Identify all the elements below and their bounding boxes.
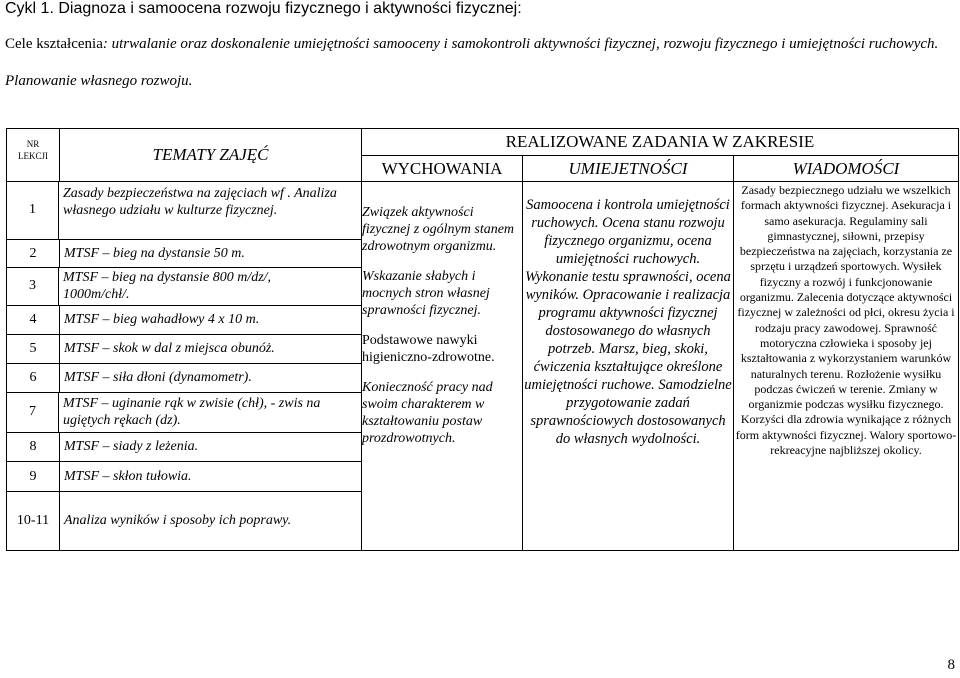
lesson-number: 2 — [7, 240, 60, 267]
lesson-topic: MTSF – bieg na dystansie 50 m. — [64, 245, 245, 261]
wychowania-item: Podstawowe nawyki higieniczno-zdrowotne. — [362, 333, 495, 365]
page-number: 8 — [947, 657, 955, 673]
lesson-number: 7 — [7, 393, 59, 432]
umiejetnosci-cell: Samoocena i kontrola umiejętności ruchowych. Ocena stanu rozwoju fizycznego organizmu, ocena umiejętności ruchowych. Wykonanie testu sprawności, ocena wyników. Opracowanie i realizacja programu aktywności fizycznej dostosowanego do własnych potrzeb. Marsz, bieg, skoki, ćwiczenia kształtujące określone umiejętności ruchowe. Samodzielne przygotowanie zadań sprawnościowych dostosowanych do własnych wydolności. — [523, 182, 734, 551]
lesson-number: 8 — [7, 433, 60, 461]
lesson-row — [7, 393, 361, 433]
wychowania-cell — [362, 182, 523, 551]
lesson-row — [7, 306, 361, 335]
wychowania-item: Związek aktywności fizycznej z ogólnym stanem zdrowotnym organizmu. — [362, 205, 515, 254]
curriculum-table — [6, 128, 959, 551]
lesson-topic: MTSF – skok w dal z miejsca obunóż. — [64, 341, 275, 356]
wiadomosci-cell: Zasady bezpiecznego udziału we wszelkich formach aktywności fizycznej. Asekuracja i samo asekuracja. Regulaminy sali gimnastycznej, siłowni, przepisy bezpieczeństwa na zajęciach, korzystania ze sprzętu i urządzeń sportowych. Wysiłek fizyczny a rozwój i funkcjonowanie organizmu. Zalecenia dotyczące aktywności fizycznej w zależności od płci, okresu życia i rodzaju pracy zawodowej. Sprawność motoryczna człowieka i sposoby jej kształtowania z wykorzystaniem warunków naturalnych terenu. Rozłożenie wysiłku podczas ćwiczeń w terenie. Zmiany w organizmie podczas wysiłku fizycznego. Korzyści dla zdrowia wynikające z różnych form aktywności fizycznej. Walory sportowo-rekreacyjne najbliższej okolicy. — [734, 182, 959, 551]
lesson-row — [7, 268, 361, 306]
col-header-umiejetnosci: UMIEJETNOŚCI — [523, 156, 734, 182]
lesson-row — [7, 335, 361, 364]
lesson-number: 1 — [7, 182, 59, 239]
col-header-wiadomosci: WIADOMOŚCI — [734, 156, 959, 182]
page-title: Cykl 1. Diagnoza i samoocena rozwoju fizycznego i aktywności fizycznej: — [5, 0, 522, 17]
lesson-topic: MTSF – bieg wahadłowy 4 x 10 m. — [64, 312, 260, 327]
lesson-row — [7, 492, 361, 550]
lesson-number: 9 — [7, 462, 60, 491]
lesson-row — [7, 240, 361, 268]
lesson-number: 10-11 — [7, 492, 60, 550]
topics-header: TEMATY ZAJĘĆ — [60, 129, 362, 182]
lesson-number: 3 — [7, 268, 59, 305]
lesson-row — [7, 462, 361, 492]
lesson-topic: MTSF – uginanie rąk w zwisie (chł), - zwis na ugiętych rękach (dz). — [63, 396, 321, 428]
wychowania-item: Konieczność pracy nad swoim charakterem w kształtowaniu postaw prozdrowotnych. — [362, 380, 493, 446]
lesson-topic: Analiza wyników i sposoby ich poprawy. — [64, 513, 292, 528]
col-header-wychowania: WYCHOWANIA — [362, 156, 523, 182]
wychowania-item: Wskazanie słabych i mocnych stron własnej sprawności fizycznej. — [362, 269, 490, 318]
realized-header: REALIZOWANE ZADANIA W ZAKRESIE — [362, 129, 959, 156]
lesson-number: 4 — [7, 306, 60, 334]
lesson-topic: MTSF – skłon tułowia. — [64, 468, 192, 484]
goals-text: : utrwalanie oraz doskonalenie umiejętności samooceny i samokontroli aktywności fizycznej, rozwoju fizycznego i umiejętności ruchowych. — [102, 36, 939, 52]
goals-lead: Cele kształcenia — [5, 36, 103, 52]
lesson-number: 6 — [7, 364, 60, 392]
lesson-topic: Zasady bezpieczeństwa na zajęciach wf . Analiza własnego udziału w kulturze fizycznej. — [63, 186, 337, 218]
lesson-number: 5 — [7, 335, 60, 363]
lesson-row — [7, 433, 361, 462]
lessons-cell — [7, 182, 362, 551]
lesson-row — [7, 182, 361, 240]
lesson-row — [7, 364, 361, 393]
lesson-topic: MTSF – siła dłoni (dynamometr). — [64, 370, 252, 385]
lesson-topic: MTSF – bieg na dystansie 800 m/dz/, 1000m/chł/. — [63, 270, 272, 302]
planning-line: Planowanie własnego rozwoju. — [5, 73, 193, 89]
nr-header: NR LEKCJI — [7, 129, 60, 182]
lesson-topic: MTSF – siady z leżenia. — [64, 439, 199, 454]
education-goals — [5, 36, 955, 53]
